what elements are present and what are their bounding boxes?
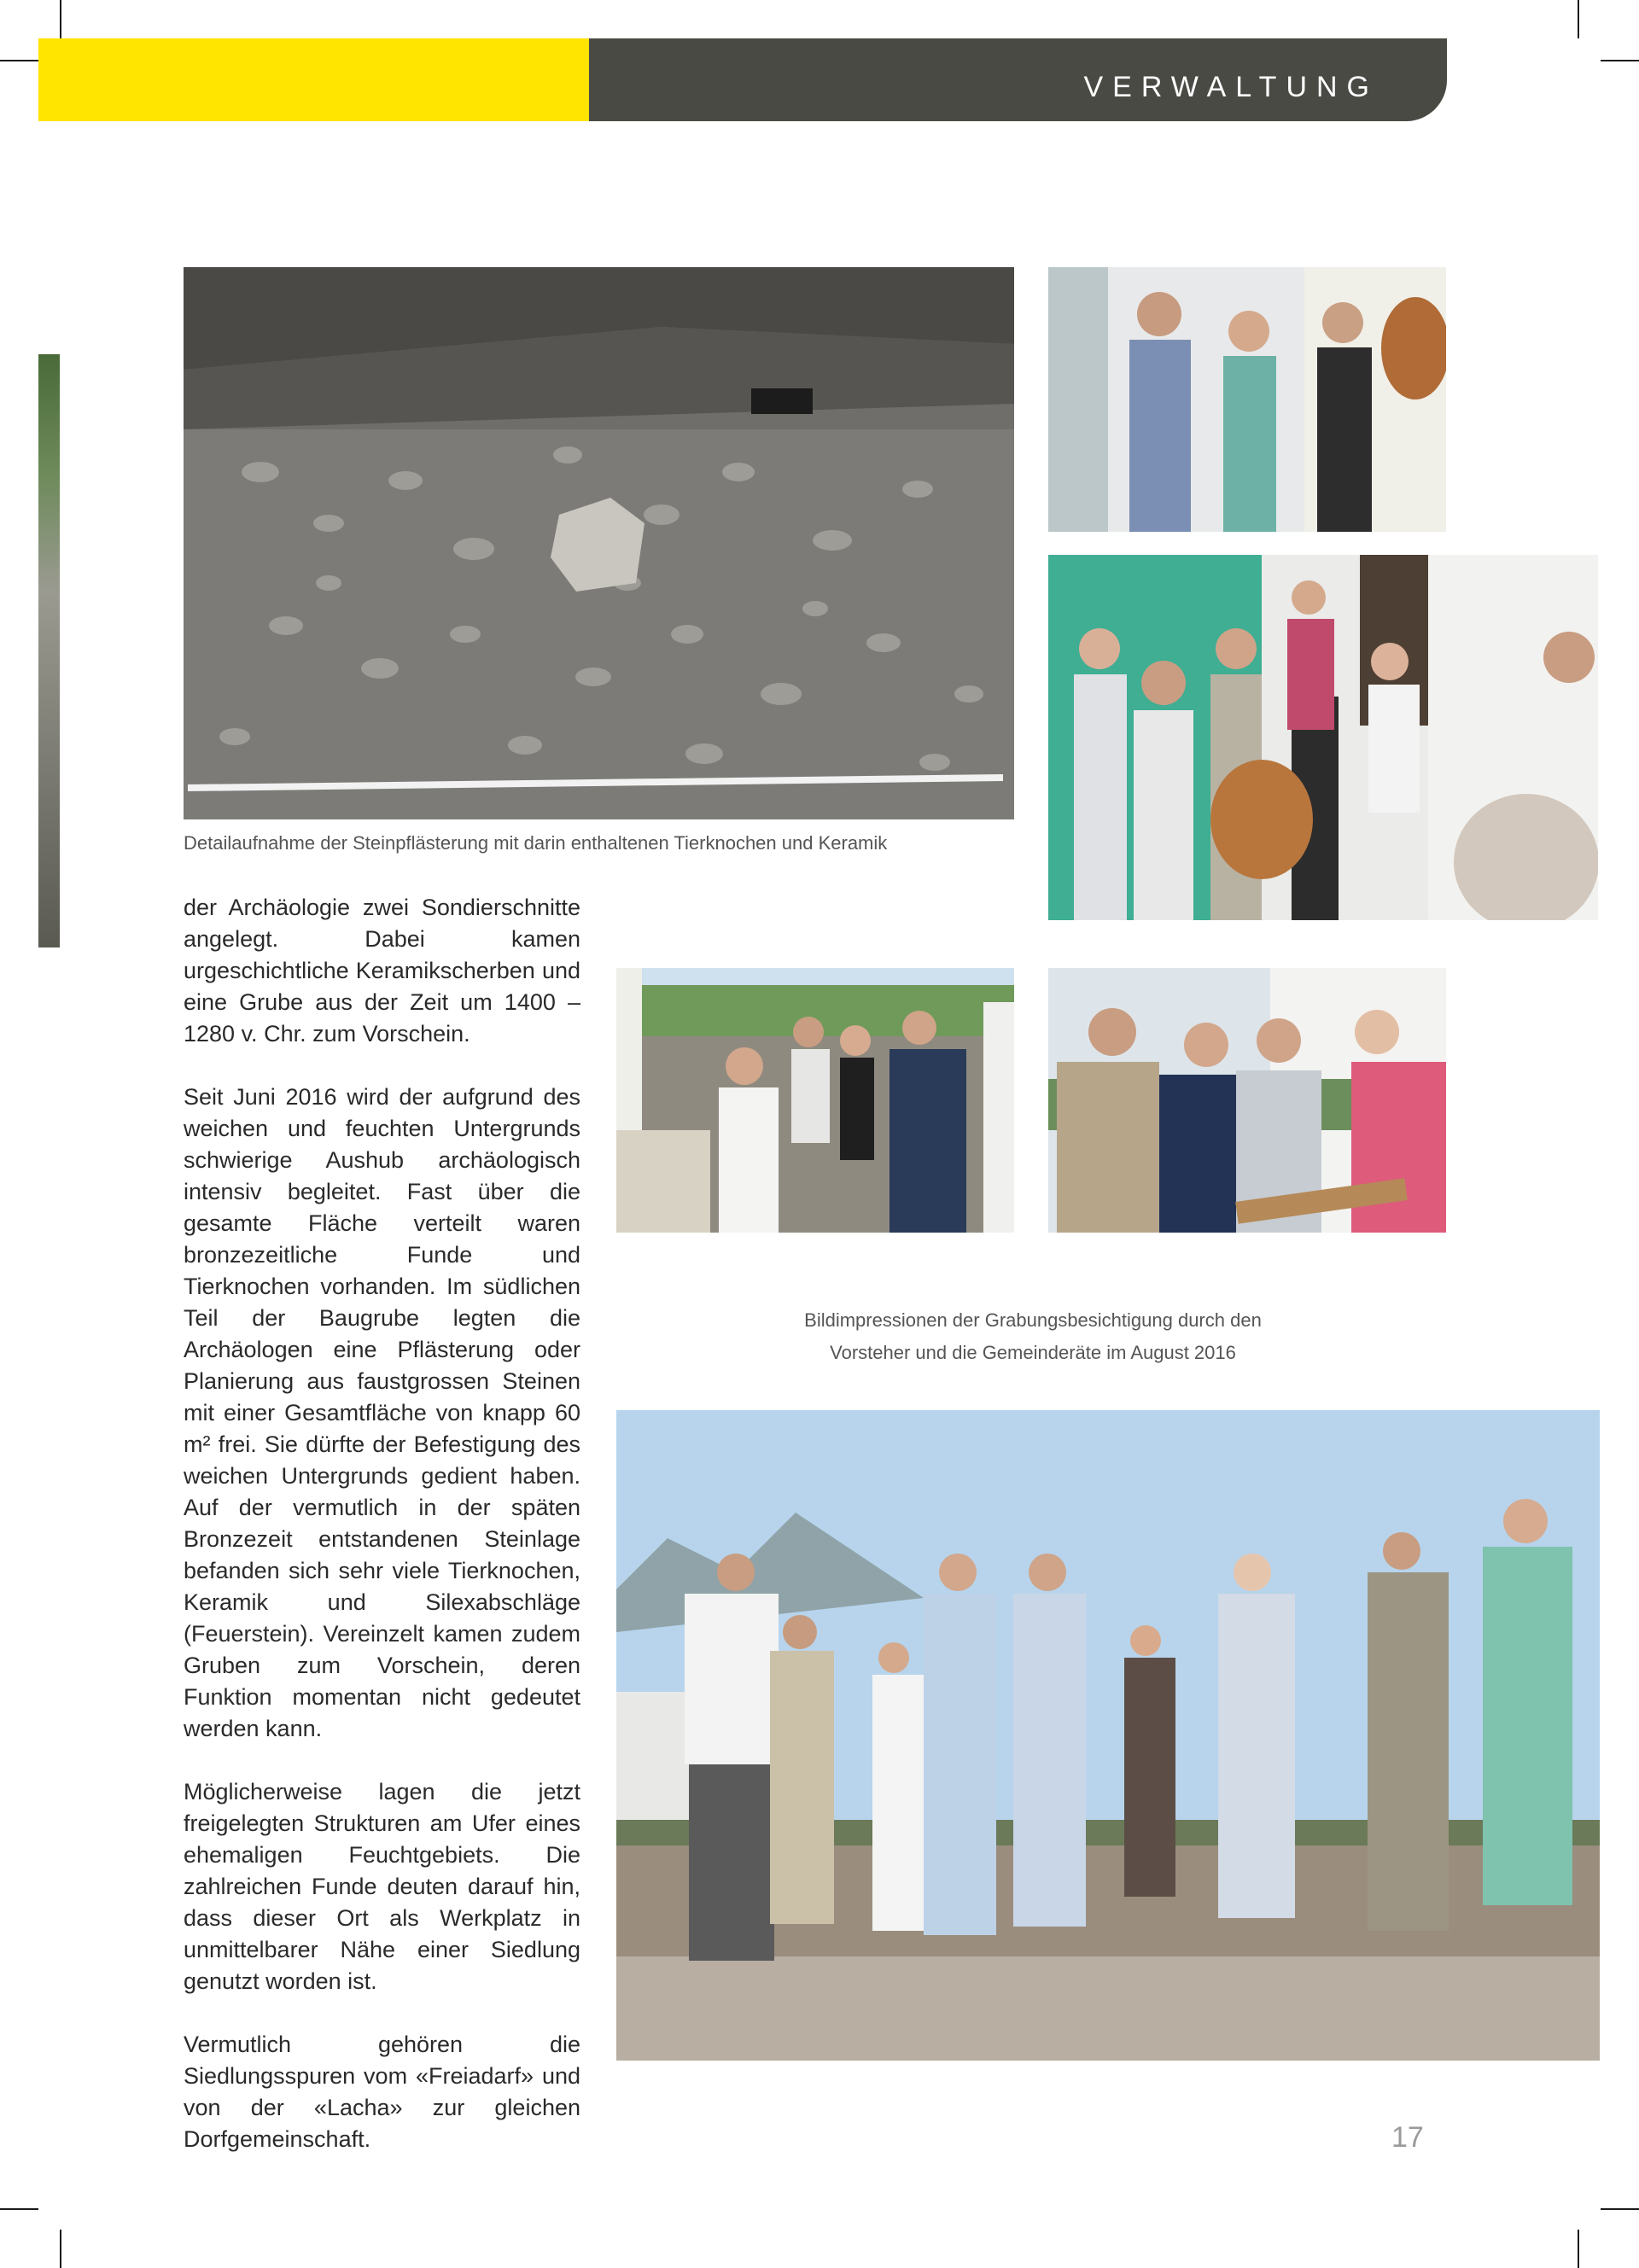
article-paragraph: Möglicherweise lagen die jetzt freigelegten Strukturen am Ufer eines ehemaligen Feuchtgebiets. Die zahlreichen Funde deuten darauf hin, dass dieser Ort als Werkplatz in unmittelbarer Nähe einer Siedlung genutzt worden ist. [184, 1779, 580, 1994]
excavation-photo [184, 267, 1014, 819]
crop-mark [1601, 60, 1639, 61]
section-title: VERWALTUNG [1083, 71, 1379, 103]
visit-photo-3 [616, 968, 1014, 1233]
visit-caption-line: Bildimpressionen der Grabungsbesichtigung durch den [804, 1309, 1262, 1331]
visit-photo-2 [1048, 555, 1598, 920]
visit-caption-line: Vorsteher und die Gemeinderäte im August 2016 [830, 1342, 1236, 1363]
edge-photo-strip [38, 354, 60, 947]
crop-mark [0, 60, 38, 61]
visit-caption [734, 1304, 1332, 1369]
page-number: 17 [1391, 2121, 1424, 2154]
visit-photo-1 [1048, 267, 1446, 532]
crop-mark [60, 0, 61, 38]
section-header-bar [589, 38, 1447, 121]
crop-mark [60, 2230, 61, 2268]
crop-mark [0, 2208, 38, 2210]
excavation-caption: Detailaufnahme der Steinpflästerung mit darin enthaltenen Tierknochen und Keramik [184, 832, 888, 854]
group-photo [616, 1410, 1600, 2061]
article-paragraph: Vermutlich gehören die Siedlungsspuren vom «Freiadarf» und von der «Lacha» zur gleichen Dorfgemeinschaft. [184, 2032, 580, 2152]
crop-mark [1601, 2208, 1639, 2210]
header-accent-bar [38, 38, 589, 121]
visit-photo-4 [1048, 968, 1446, 1233]
crop-mark [1578, 0, 1579, 38]
article-body [184, 892, 580, 2187]
article-paragraph: Seit Juni 2016 wird der aufgrund des weichen und feuchten Untergrunds schwierige Aushub archäologisch intensiv begleitet. Fast über die gesamte Fläche verteilt waren bronzezeitliche Funde und Tierknochen vorhanden. Im südlichen Teil der Baugrube legten die Archäologen eine Pflästerung oder Planierung aus faustgrossen Steinen mit einer Gesamtfläche von knapp 60 m² frei. Sie dürfte der Befestigung des weichen Untergrunds gedient haben. Auf der vermutlich in der späten Bronzezeit entstandenen Steinlage befanden sich sehr viele Tierknochen, Keramik und Silexabschläge (Feuerstein). Vereinzelt kamen zudem Gruben zum Vorschein, deren Funktion momentan nicht gedeutet werden kann. [184, 1084, 580, 1741]
crop-mark [1578, 2230, 1579, 2268]
article-paragraph: der Archäologie zwei Sondierschnitte angelegt. Dabei kamen urgeschichtliche Keramikscherben und eine Grube aus der Zeit um 1400 – 1280 v. Chr. zum Vorschein. [184, 895, 580, 1047]
